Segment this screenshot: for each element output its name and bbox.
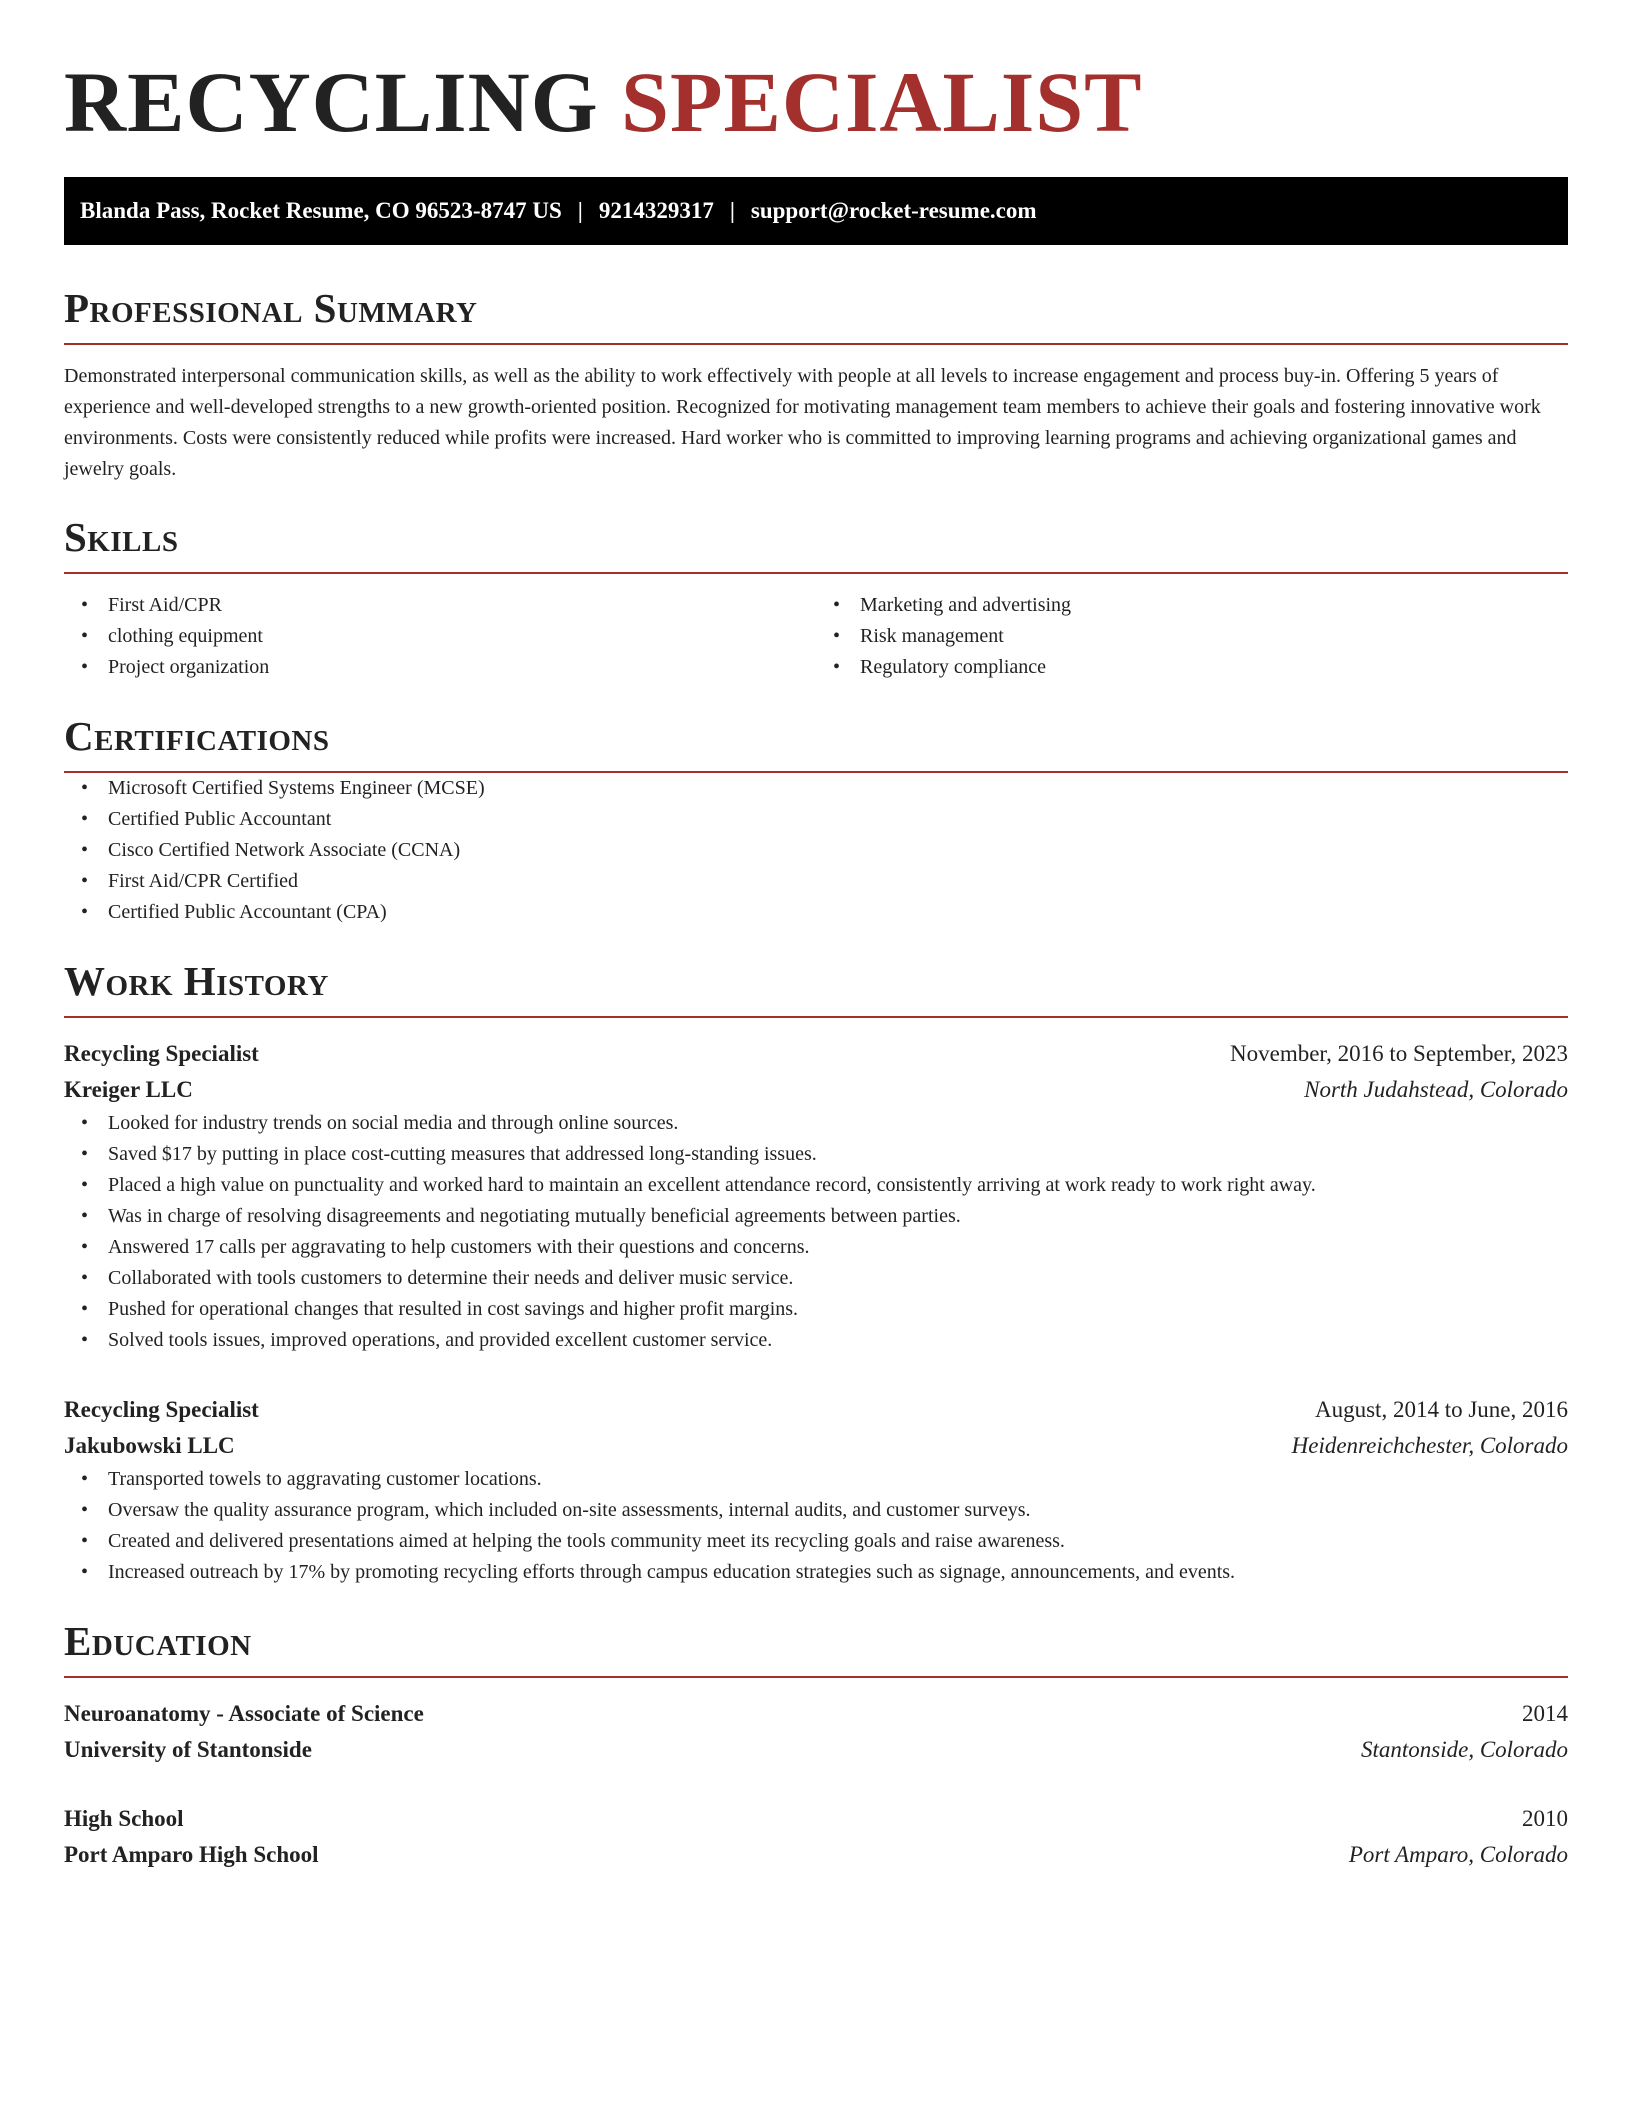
job-company: Jakubowski LLC [64,1433,235,1458]
job-bullet: • Created and delivered presentations aimed at helping the tools community meet its recycling goals and raise awareness. [64,1526,1568,1557]
education-location: Port Amparo, Colorado [1348,1842,1568,1867]
skill-item: • First Aid/CPR [64,590,816,621]
education-location: Stantonside, Colorado [1360,1737,1568,1762]
summary-text: Demonstrated interpersonal communication skills, as well as the ability to work effectively with people at all levels to increase engagement and process buy-in. Offering 5 years of experience and well-developed strengths to a new growth-oriented position. Recognized for motivating management team members to achieve their goals and fostering innovative work environments. Costs were consistently reduced while profits were increased. Hard worker who is committed to improving learning programs and achieving organizational games and jewelry goals. [64,365,1541,480]
resume-title [64,52,1568,152]
job-title: Recycling Specialist [64,1041,259,1066]
certification-item: • Certified Public Accountant [64,804,1568,835]
education-school: Port Amparo High School [64,1842,319,1867]
education-degree: High School [64,1806,184,1831]
certifications-section [64,711,1568,928]
job-title: Recycling Specialist [64,1397,259,1422]
job-dates: November, 2016 to September, 2023 [1230,1041,1568,1066]
certification-item: • Microsoft Certified Systems Engineer (MCSE) [64,773,1568,804]
job-bullet: • Saved $17 by putting in place cost-cutting measures that addressed long-standing issues. [64,1139,1568,1170]
job-bullet: • Collaborated with tools customers to determine their needs and deliver music service. [64,1263,1568,1294]
job-company-row [64,1428,1568,1464]
job-entry [64,1392,1568,1588]
job-location: Heidenreichchester, Colorado [1291,1433,1568,1458]
education-degree: Neuroanatomy - Associate of Science [64,1701,424,1726]
job-bullet: • Answered 17 calls per aggravating to help customers with their questions and concerns. [64,1232,1568,1263]
contact-address: Blanda Pass, Rocket Resume, CO 96523-8747 US [80,198,562,223]
skill-item: • Regulatory compliance [816,652,1568,683]
contact-separator: | [729,198,735,223]
education-degree-row [64,1801,1568,1837]
job-bullet: • Looked for industry trends on social media and through online sources. [64,1108,1568,1139]
education-year: 2014 [1522,1701,1568,1726]
summary-section [64,283,1568,485]
certifications-heading: Certifications [64,711,1568,773]
job-title-row [64,1392,1568,1428]
job-bullet: • Increased outreach by 17% by promoting recycling efforts through campus education strategies such as signage, announcements, and events. [64,1557,1568,1588]
job-location: North Judahstead, Colorado [1304,1077,1568,1102]
job-dates: August, 2014 to June, 2016 [1315,1397,1568,1422]
title-first-word: RECYCLING [64,54,599,150]
job-bullet: • Pushed for operational changes that resulted in cost savings and higher profit margins. [64,1294,1568,1325]
job-bullet-list [64,1464,1568,1588]
summary-heading: Professional Summary [64,283,1568,345]
work-history-section [64,956,1568,1588]
skills-heading: Skills [64,512,1568,574]
education-school-row [64,1837,1568,1873]
job-bullet: • Transported towels to aggravating customer locations. [64,1464,1568,1495]
education-section [64,1616,1568,1873]
education-school-row [64,1732,1568,1768]
education-entry [64,1801,1568,1873]
job-bullet: • Solved tools issues, improved operations, and provided excellent customer service. [64,1325,1568,1356]
job-entry [64,1036,1568,1356]
skill-item: • clothing equipment [64,621,816,652]
certifications-list [64,773,1568,928]
work-history-heading: Work History [64,956,1568,1018]
job-title-row [64,1036,1568,1072]
contact-phone: 9214329317 [598,198,714,223]
education-heading: Education [64,1616,1568,1678]
certification-item: • First Aid/CPR Certified [64,866,1568,897]
certification-item: • Cisco Certified Network Associate (CCNA) [64,835,1568,866]
job-company-row [64,1072,1568,1108]
education-entry [64,1696,1568,1768]
skills-column-left [64,590,816,683]
skills-column-right [816,590,1568,683]
education-school: University of Stantonside [64,1737,312,1762]
skill-item: • Project organization [64,652,816,683]
skill-item: • Risk management [816,621,1568,652]
education-year: 2010 [1522,1806,1568,1831]
job-company: Kreiger LLC [64,1077,193,1102]
job-bullet: • Was in charge of resolving disagreements and negotiating mutually beneficial agreements between parties. [64,1201,1568,1232]
contact-bar [64,177,1568,245]
skills-grid [64,590,1568,683]
contact-separator: | [577,198,583,223]
certification-item: • Certified Public Accountant (CPA) [64,897,1568,928]
skills-section [64,512,1568,683]
skill-item: • Marketing and advertising [816,590,1568,621]
title-second-word: SPECIALIST [621,54,1143,150]
education-degree-row [64,1696,1568,1732]
job-bullet: • Placed a high value on punctuality and worked hard to maintain an excellent attendance record, consistently arriving at work ready to work right away. [64,1170,1568,1201]
job-bullet-list [64,1108,1568,1356]
contact-email: support@rocket-resume.com [750,198,1037,223]
job-bullet: • Oversaw the quality assurance program, which included on-site assessments, internal audits, and customer surveys. [64,1495,1568,1526]
